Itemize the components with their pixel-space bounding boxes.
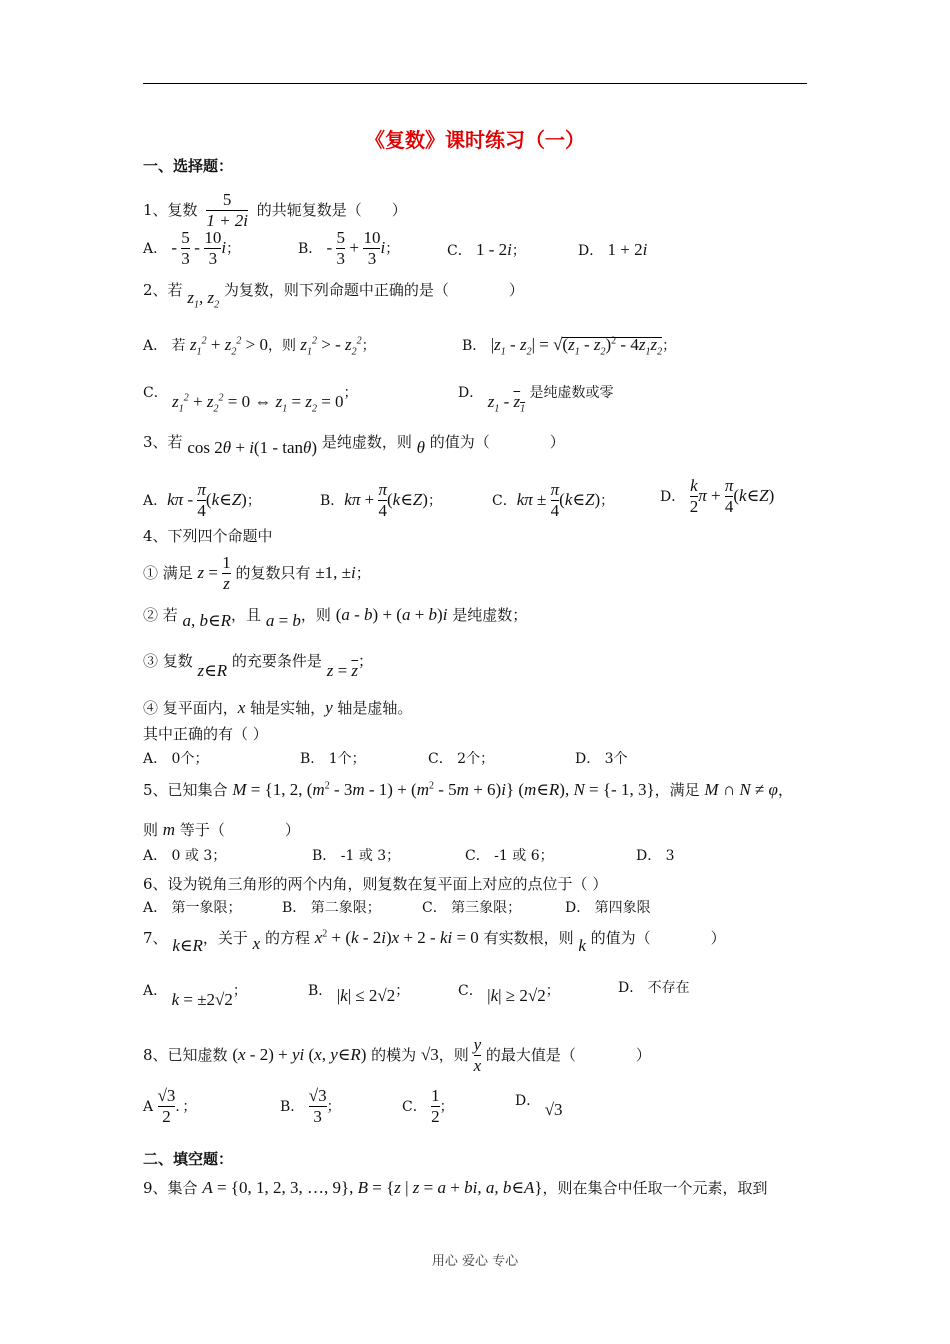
q5-option-d: D． 3 (636, 848, 675, 864)
q7-option-b: B． |k| ≤ 2√2； (308, 983, 410, 1005)
q2-option-b: B． $|z_1 - z_2| = √(z_1 - z_2)^2 - 4z_1z_2$； (462, 335, 677, 358)
q4-statement-4: ④ 复平面内，x 轴是实轴，y 轴是虚轴。 (143, 698, 413, 717)
question-3: 3、若 cos 2θ + i(1 - tanθ) 是纯虚数，则 θ 的值为（ ） (143, 433, 565, 457)
q4-option-b: B． 1个； (300, 751, 366, 767)
question-7: 7、 k∈R，关于 x 的方程 $x^2 + (k - 2i)x + 2$ - ki = 0 有实数根，则 k 的值为（ ） (143, 928, 726, 955)
question-8: 8、已知虚数 (x - 2) + yi (x, y∈R) 的模为 √3，则 $\frac{y}{x}$ 的最大值是（ ） (143, 1035, 651, 1076)
page-title: 《复数》课时练习（一） (365, 128, 585, 152)
question-5: 5、已知集合 M = {1, 2, $(m^2 - 3m - 1) + (m^2 - 5m + 6)i$} (m∈R), N = {- 1, 3}，满足 M ∩ N ≠ φ， (143, 780, 793, 799)
q4-option-d: D． 3个 (575, 751, 628, 767)
q5-option-c: C． -1 或 6； (465, 848, 554, 864)
section-heading-choice: 一、选择题： (143, 157, 234, 175)
q4-statement-1: ① 满足 z = $\frac{1}{z}$ 的复数只有 ±1, ±i； (143, 553, 371, 594)
q5-option-a: A． 0 或 3； (143, 848, 227, 864)
section-heading-fill: 二、填空题： (143, 1150, 234, 1168)
q5-option-b: B． -1 或 3； (312, 848, 401, 864)
q5-line-2: 则 m 等于（ ） (143, 820, 300, 839)
q3-option-c: C．kπ ± $\frac{\pi}{4}$ (k∈Z)； (492, 480, 615, 521)
q2-option-a: A． 若 $z_1^2 + z_2^2 > 0$，则 $z_1^2$ > - $z_2^2$； (143, 335, 376, 358)
q8-option-b: B． $\frac{√3}{3}$ ； (280, 1086, 341, 1127)
q3-option-d: D． $\frac{k}{2}$ π + $\frac{\pi}{4}$ (k∈Z) (660, 476, 775, 517)
header-rule (143, 83, 807, 84)
q4-option-c: C． 2个； (428, 751, 495, 767)
question-6: 6、设为锐角三角形的两个内角，则复数在复平面上对应的点位于（ ） (143, 875, 608, 893)
question-9: 9、集合 A = {0, 1, 2, 3, …, 9}, B = {z | z = a + bi, a, b∈A}，则在集合中任取一个元素，取到 (143, 1178, 768, 1197)
question-2: 2、若 $z_1$, $z_2$ 为复数，则下列命题中正确的是（ ） (143, 281, 524, 311)
q2-option-d: D． $z_1 - z_1$ 是纯虚数或零 (458, 385, 614, 415)
q2-option-c: C． $z_1^2 + z_2^2 = 0$ ⇔ $z_1 = z_2 = 0$； (143, 385, 358, 415)
q4-statement-2: ② 若 a, b∈R，且 a = b，则 (a - b) + (a + b)i 是纯虚数； (143, 605, 528, 630)
q4-option-a: A． 0个； (143, 751, 209, 767)
q6-option-d: D． 第四象限 (565, 900, 651, 916)
page-footer: 用心 爱心 专心 (431, 1254, 519, 1269)
q7-option-a: A． k = ±2√2； (143, 983, 247, 1009)
q1-option-d: D． 1 + 2i (578, 240, 648, 259)
q1-options: A． - $\frac{5}{3}$ - $\frac{10}{3}$ i； (143, 228, 241, 269)
q6-option-c: C． 第三象限； (422, 900, 522, 916)
q6-option-b: B． 第二象限； (282, 900, 381, 916)
q8-option-d: D． √3 (515, 1093, 563, 1119)
q3-options-row: A．kπ - $\frac{\pi}{4}$ (k∈Z)； (143, 480, 261, 521)
q1-option-c: C． 1 - 2i； (447, 240, 526, 259)
q8-option-a: A $\frac{√3}{2}$ ．； (143, 1086, 197, 1127)
q1-option-b: B． - $\frac{5}{3}$ + $\frac{10}{3}$ i； (298, 228, 400, 269)
q4-statement-3: ③ 复数 z∈R 的充要条件是 $z = \overline{z}$； (143, 652, 374, 680)
q3-option-b: B．kπ + $\frac{\pi}{4}$ (k∈Z)； (320, 480, 442, 521)
question-4: 4、下列四个命题中 (143, 527, 273, 545)
q4-ask: 其中正确的有（ ） (143, 725, 268, 743)
q8-option-c: C． $\frac{1}{2}$ ； (402, 1086, 454, 1127)
q7-option-c: C． |k| ≥ 2√2； (458, 983, 560, 1005)
q6-option-a: A． 第一象限； (143, 900, 242, 916)
question-1: 1、复数 $\frac{5}{1 + 2i}$ 的共轭复数是（ ） (143, 190, 407, 231)
q7-option-d: D． 不存在 (618, 980, 690, 996)
